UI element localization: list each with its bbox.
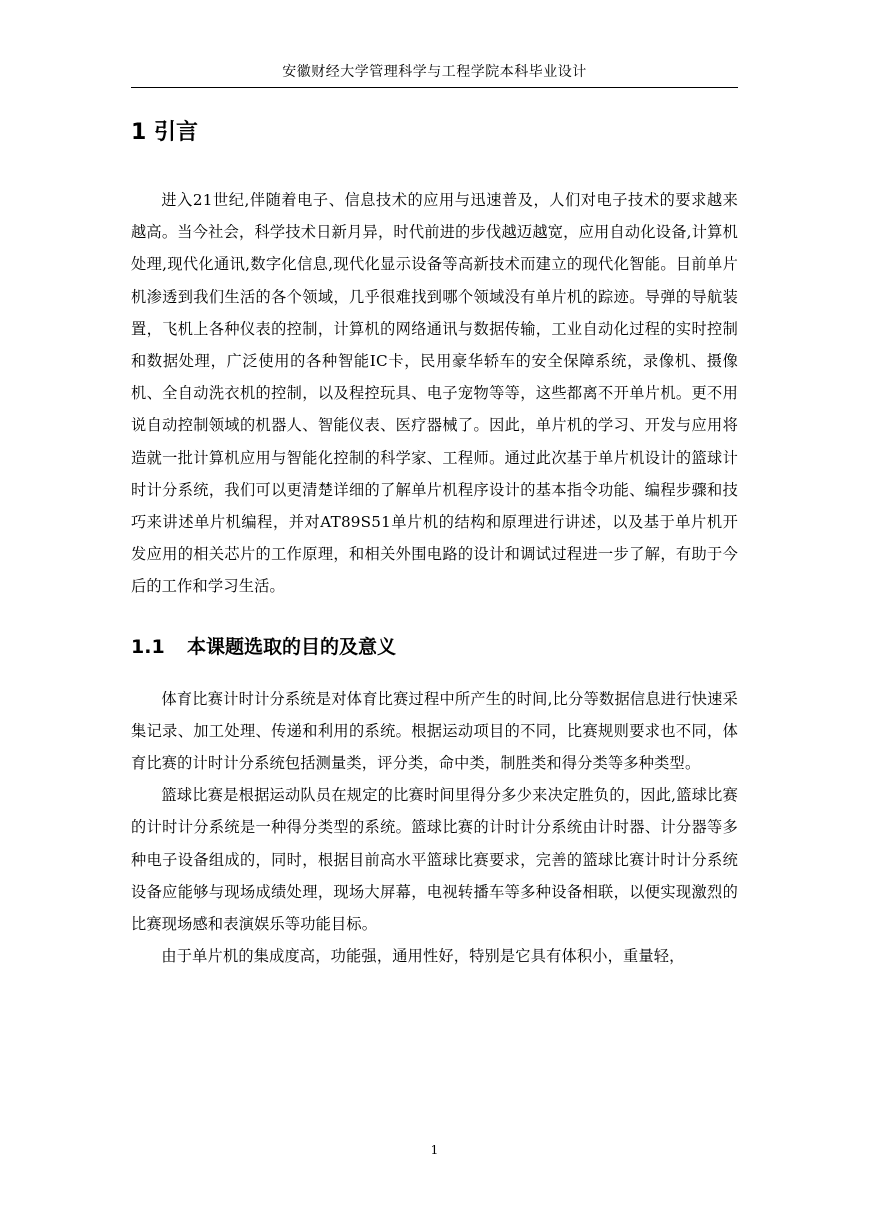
intro-paragraph: 进入21世纪,伴随着电子、信息技术的应用与迅速普及，人们对电子技术的要求越来越高。当今社会，科学技术日新月异，时代前进的步伐越迈越宽，应用自动化设备,计算机处理,现代化通讯,数字化信息,现代化显示设备等高新技术而建立的现代化智能。目前单片机渗透到我们生活的各个领域，几乎很难找到哪个领域没有单片机的踪迹。导弹的导航装置，飞机上各种仪表的控制，计算机的网络通讯与数据传输，工业自动化过程的实时控制和数据处理，广泛使用的各种智能IC卡，民用豪华轿车的安全保障系统，录像机、摄像机、全自动洗衣机的控制，以及程控玩具、电子宠物等等，这些都离不开单片机。更不用说自动控制领域的机器人、智能仪表、医疗器械了。因此，单片机的学习、开发与应用将造就一批计算机应用与智能化控制的科学家、工程师。通过此次基于单片机设计的篮球计时计分系统，我们可以更清楚详细的了解单片机程序设计的基本指令功能、编程步骤和技巧来讲述单片机编程，并对AT89S51单片机的结构和原理进行讲述，以及基于单片机开发应用的相关芯片的工作原理，和相关外围电路的设计和调试过程进一步了解，有助于今后的工作和学习生活。 — [131, 191, 738, 596]
spacer — [131, 154, 738, 184]
page-body — [131, 112, 738, 972]
section-number: 1.1 — [131, 635, 165, 658]
section-title: 本课题选取的目的及意义 — [187, 635, 397, 658]
section-paragraph-3: 由于单片机的集成度高，功能强，通用性好，特别是它具有体积小，重量轻， — [161, 947, 685, 966]
section-paragraph-1: 体育比赛计时计分系统是对体育比赛过程中所产生的时间,比分等数据信息进行快速采集记录、加工处理、传递和利用的系统。根据运动项目的不同，比赛规则要求也不同，体育比赛的计时计分系统包括测量类，评分类，命中类，制胜类和得分类等多种类型。 — [131, 689, 738, 773]
page-number: 1 — [430, 1143, 439, 1157]
chapter-heading: 1 引言 — [131, 120, 198, 145]
page-header: 安徽财经大学管理科学与工程学院本科毕业设计 — [282, 64, 587, 80]
section-paragraph-2: 篮球比赛是根据运动队员在规定的比赛时间里得分多少来决定胜负的，因此,篮球比赛的计时计分系统是一种得分类型的系统。篮球比赛的计时计分系统由计时器、计分器等多种电子设备组成的，同时，根据目前高水平篮球比赛要求，完善的篮球比赛计时计分系统设备应能够与现场成绩处理，现场大屏幕，电视转播车等多种设备相联，以便实现激烈的比赛现场感和表演娱乐等功能目标。 — [131, 786, 738, 934]
section-heading — [131, 629, 738, 665]
spacer — [131, 603, 738, 629]
header-rule — [131, 87, 738, 88]
spacer — [131, 665, 738, 683]
